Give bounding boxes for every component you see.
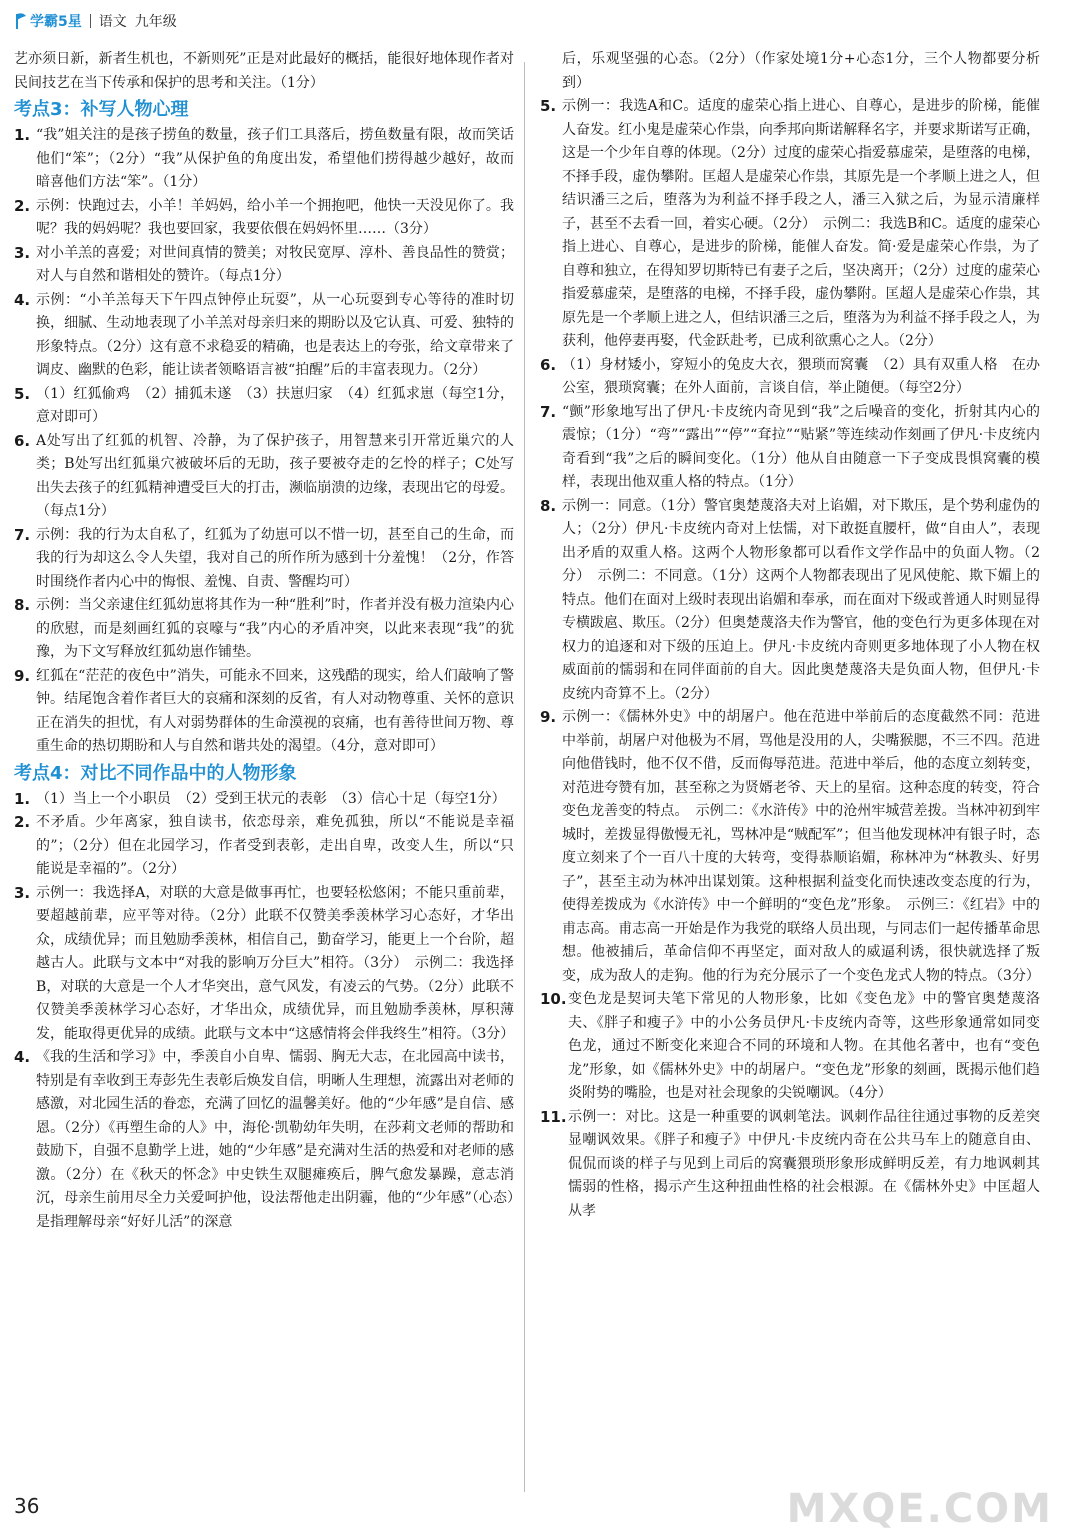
- answer-text: （1）红狐偷鸡 （2）捕狐未遂 （3）扶崽归家 （4）红狐求崽（每空1分，意对即可）: [36, 385, 514, 425]
- answer-number: 8.: [14, 596, 31, 614]
- answer-text: 示例一：同意。（1分）警官奥楚蔑洛夫对上谄媚，对下欺压，是个势利虚伪的人；（2分）伊凡·卡皮统内奇对上怯懦，对下敢挺直腰杆，做“自由人”，表现出矛盾的双重人格。这两个人物形象都可以看作文学作品中的负面人物。（2分） 示例二：不同意。（1分）这两个人物都表现出了见风使舵、欺下媚上的特点。他们在面对上级时表现出谄媚和奉承，而在面对下级或普通人时则显得专横跋扈、欺压。（2分）但奥楚蔑洛夫作为警官，他的变色行为更多体现在对权力的追逐和对下级的压迫上。伊凡·卡皮统内奇则更多地体现了小人物在权威面前的懦弱和在同伴面前的自大。因此奥楚蔑洛夫是负面人物，但伊凡·卡皮统内奇算不上。（2分）: [562, 497, 1040, 702]
- answer-item: [14, 383, 514, 430]
- answer-number: 7.: [540, 402, 557, 421]
- answer-number: 1.: [14, 126, 31, 144]
- answer-item: [540, 495, 1040, 707]
- answer-number: 4.: [14, 290, 31, 309]
- answer-text: “我”姐关注的是孩子捞鱼的数量，孩子们工具落后，捞鱼数量有限，故而笑话他们“笨”；（2分）“我”从保护鱼的角度出发，希望他们捞得越少越好，故而暗喜他们方法“笨”。（1分）: [36, 127, 514, 190]
- answer-text: 《我的生活和学习》中，季羡自小自卑、懦弱、胸无大志，在北园高中读书，特别是有幸收到王寿彭先生表彰后焕发自信，明晰人生理想，流露出对老师的感激，对北园生活的眷恋，充满了回忆的温馨美好。他的“少年感”是自信、感恩。（2分）《再塑生命的人》中，海伦·凯勒幼年失明，在莎莉文老师的帮助和鼓励下，自强不息勤学上进，她的“少年感”是充满对生活的热爱和对老师的感激。（2分）在《秋天的怀念》中史铁生双腿瘫痪后，脾气愈发暴躁，意志消沉，母亲生前用尽全力关爱呵护他，设法帮他走出阴霾，他的“少年感”（心态）是指理解母亲“好好儿活”的深意: [36, 1049, 514, 1230]
- answer-number: 10.: [540, 990, 567, 1008]
- answer-text: 示例一：我选择A，对联的大意是做事再忙，也要轻松悠闲；不能只重前辈，要超越前辈，应平等对待。（2分）此联不仅赞美季羡林学习心态好，才华出众，成绩优异；而且勉励季羡林，相信自己，勤奋学习，能更上一个台阶，超越古人。此联与文本中“对我的影响万分巨大”相符。（3分） 示例二：我选择B，对联的大意是一个人才华突出，意气风发，有凌云的气势。（2分）此联不仅赞美季羡林学习心态好，才华出众，成绩优异，而且勉励季羡林，厚积薄发，能取得更优异的成绩。此联与文本中“这感情将会伴我终生”相符。（3分）: [36, 884, 515, 1042]
- answer-item: [14, 289, 514, 383]
- answer-text: 示例：我的行为太自私了，红狐为了幼崽可以不惜一切，甚至自己的生命，而我的行为却这么令人失望，我对自己的所作所为感到十分羞愧！（2分，作答时围绕作者内心中的悔恨、羞愧、自责、警醒均可）: [36, 526, 514, 590]
- header-separator: [90, 14, 91, 28]
- watermark: MXQE.COM: [786, 1486, 1053, 1532]
- answer-text: 示例：“小羊羔每天下午四点钟停止玩耍”，从一心玩耍到专心等待的准时切换，细腻、生动地表现了小羊羔对母亲归来的期盼以及它认真、可爱、独特的形象特点。（2分）这有意不求稳妥的精确，也是表达上的夸张，给文章带来了调皮、幽默的色彩，能让读者领略语言被“拍醒”后的丰富表现力。（2分）: [36, 291, 514, 378]
- answer-number: 7.: [14, 525, 31, 544]
- answer-text: 红狐在“茫茫的夜色中”消失，可能永不回来，这残酷的现实，给人们敲响了警钟。结尾饱含着作者巨大的哀痛和深刻的反省，有人对动物尊重、关怀的意识正在消失的担忧，有人对弱势群体的生命漠视的哀痛，也有善待世间万物、尊重生命的热切期盼和人与自然和谐共处的渴望。（4分，意对即可）: [36, 667, 514, 754]
- answer-number: 3.: [14, 243, 31, 262]
- header-subject: 语文: [98, 14, 127, 30]
- answer-item: [540, 401, 1040, 495]
- answer-number: 8.: [540, 496, 557, 515]
- answer-number: 11.: [540, 1107, 567, 1126]
- answer-number: 9.: [14, 666, 31, 685]
- brand-name: 学霸5星: [30, 14, 82, 30]
- answer-text: （1）身材矮小，穿短小的兔皮大衣，猥琐而窝囊 （2）具有双重人格 在办公室，猥琐窝囊；在外人面前，言谈自信，举止随便。（每空2分）: [562, 356, 1040, 396]
- answer-text: （1）当上一个小职员 （2）受到王状元的表彰 （3）信心十足（每空1分）: [36, 790, 506, 807]
- answer-number: 9.: [540, 708, 557, 726]
- answer-number: 6.: [14, 431, 31, 450]
- brand-flag-icon: [14, 12, 28, 30]
- right-answer-list: [540, 95, 1040, 1223]
- answer-item: [14, 195, 514, 242]
- answer-item: [14, 788, 514, 812]
- answer-text: 示例一：我选A和C。适度的虚荣心指上进心、自尊心，是进步的阶梯，能催人奋发。红小鬼是虚荣心作祟，向季邦向斯诺解释名字，并要求斯诺写正确，这是一个少年自尊的体现。（2分）过度的虚荣心指爱慕虚荣，是堕落的电梯，不择手段，虚伪攀附。匡超人是虚荣心作祟，其原先是一个孝顺上进之人，但结识潘三之后，堕落为为利益不择手段之人，潘三入狱之后，为显示清廉样子，甚至不去看一回，着实心硬。（2分） 示例二：我选B和C。适度的虚荣心指上进心、自尊心，是进步的阶梯，能催人奋发。简·爱是虚荣心作祟，为了自尊和独立，在得知罗切斯特已有妻子之后，坚决离开；（2分）过度的虚荣心指爱慕虚荣，是堕落的电梯，不择手段，虚伪攀附。匡超人是虚荣心作祟，其原先是一个孝顺上进之人，但结识潘三之后，堕落为为利益不择手段之人，为获利，他停妻再娶，代金跃赴考，已成利欲熏心之人。（2分）: [562, 98, 1040, 349]
- left-intro-text: 艺亦须日新，新者生机也，不新则死”正是对此最好的概括，能很好地体现作者对民间技艺在当下传承和保护的思考和关注。（1分）: [14, 51, 514, 91]
- section-4-list: [14, 788, 514, 1235]
- answer-number: 1.: [14, 789, 31, 808]
- brand-logo: [14, 11, 82, 31]
- answer-text: 对小羊羔的喜爱；对世间真情的赞美；对牧民宽厚、淳朴、善良品性的赞赏；对人与自然和谐相处的赞许。（每点1分）: [36, 244, 514, 284]
- answer-item: [540, 988, 1040, 1106]
- page-header: [14, 8, 177, 34]
- header-grade: 九年级: [134, 14, 177, 30]
- answer-number: 6.: [540, 355, 557, 374]
- answer-item: [540, 354, 1040, 401]
- column-divider: [524, 62, 525, 1492]
- answer-item: [14, 811, 514, 882]
- answer-text: 示例：当父亲逮住红狐幼崽将其作为一种“胜利”时，作者并没有极力渲染内心的欣慰，而是刻画红狐的哀嚎与“我”内心的矛盾冲突，以此来表现“我”的犹豫，为下文写释放红狐幼崽作铺垫。: [36, 597, 514, 660]
- answer-item: [540, 1106, 1040, 1224]
- section-3-list: [14, 124, 514, 759]
- answer-number: 2.: [14, 196, 31, 215]
- answer-number: 5.: [540, 97, 557, 115]
- right-column: [540, 48, 1040, 1223]
- answer-text: A处写出了红狐的机智、冷静，为了保护孩子，用智慧来引开常近巢穴的人类；B处写出红狐巢穴被破坏后的无助，孩子要被夺走的乞怜的样子；C处写出失去孩子的红狐精神遭受巨大的打击，濒临崩溃的边缘，表现出它的母爱。（每点1分）: [36, 432, 514, 519]
- answer-text: “颤”形象地写出了伊凡·卡皮统内奇见到“我”之后噪音的变化，折射其内心的震惊；（1分）“弯”“露出”“停”“耷拉”“贴紧”等连续动作刻画了伊凡·卡皮统内奇看到“我”之后的瞬间变化。（1分）他从自由随意一下子变成畏惧窝囊的模样，表现出他双重人格的特点。（1分）: [562, 403, 1040, 490]
- answer-item: [14, 882, 514, 1047]
- answer-item: [14, 242, 514, 289]
- section-heading-4: 考点4：对比不同作品中的人物形象: [14, 762, 297, 784]
- right-continued-text: 后，乐观坚强的心态。（2分）（作家处境1分+心态1分，三个人物都要分析到）: [562, 51, 1040, 91]
- answer-item: [14, 1046, 514, 1234]
- answer-item: [14, 594, 514, 665]
- left-column: [14, 48, 514, 1234]
- answer-text: 不矛盾。少年离家，独自读书，依恋母亲，难免孤独，所以“不能说是幸福的”；（2分）但在北园学习，作者受到表彰，走出自卑，改变人生，所以“只能说是幸福的”。（2分）: [36, 814, 514, 877]
- answer-text: 示例：快跑过去，小羊！羊妈妈，给小羊一个拥抱吧，他快一天没见你了。我呢？我的妈妈呢？我也要回家，我要依偎在妈妈怀里……（3分）: [36, 197, 514, 237]
- answer-item: [14, 430, 514, 524]
- answer-number: 3.: [14, 883, 31, 902]
- answer-item: [540, 706, 1040, 988]
- section-heading-3: 考点3：补写人物心理: [14, 99, 189, 120]
- answer-number: 4.: [14, 1048, 31, 1066]
- answer-number: 5.: [14, 384, 31, 403]
- answer-text: 示例一：对比。这是一种重要的讽刺笔法。讽刺作品往往通过事物的反差突显嘲讽效果。《胖子和瘦子》中伊凡·卡皮统内奇在公共马车上的随意自由、侃侃而谈的样子与见到上司后的窝囊猥琐形象形成鲜明反差，有力地讽刺其懦弱的性格，揭示产生这种扭曲性格的社会根源。在《儒林外史》中匡超人从孝: [568, 1108, 1040, 1219]
- answer-text: 示例一：《儒林外史》中的胡屠户。他在范进中举前后的态度截然不同：范进中举前，胡屠户对他极为不屑，骂他是没用的人，尖嘴猴腮，不三不四。范进向他借钱时，他不仅不借，反而侮辱范进。范进中举后，他的态度立刻转变，对范进夸赞有加，甚至称之为贤婿老爷、天上的星宿。这种态度的转变，符合变色龙善变的特点。 示例二：《水浒传》中的沧州牢城营差拨。当林冲初到牢城时，差拨显得傲慢无礼，骂林冲是“贼配军”；但当他发现林冲有银子时，态度立刻来了个一百八十度的大转弯，变得恭顺谄媚，称林冲为“林教头、好男子”，甚至主动为林冲出谋划策。这种根据利益变化而快速改变态度的行为，使得差拨成为《水浒传》中一个鲜明的“变色龙”形象。 示例三：《红岩》中的甫志高。甫志高一开始是作为我党的联络人员出现，与同志们一起传播革命思想。他被捕后，革命信仰不再坚定，面对敌人的威逼利诱，很快就选择了叛变，成为敌人的走狗。他的行为充分展示了一个变色龙式人物的特点。（3分）: [562, 709, 1040, 984]
- answer-text: 变色龙是契诃夫笔下常见的人物形象，比如《变色龙》中的警官奥楚蔑洛夫、《胖子和瘦子》中的小公务员伊凡·卡皮统内奇等，这些形象通常如同变色龙，通过不断变化来迎合不同的环境和人物。在其他名著中，也有“变色龙”形象，如《儒林外史》中的胡屠户。“变色龙”形象的刻画，既揭示他们趋炎附势的嘴脸，也是对社会现象的尖锐嘲讽。（4分）: [568, 991, 1040, 1101]
- answer-item: [14, 124, 514, 195]
- answer-item: [540, 95, 1040, 354]
- answer-number: 2.: [14, 813, 31, 831]
- page-number: 36: [14, 1494, 40, 1518]
- answer-item: [14, 524, 514, 595]
- answer-item: [14, 665, 514, 759]
